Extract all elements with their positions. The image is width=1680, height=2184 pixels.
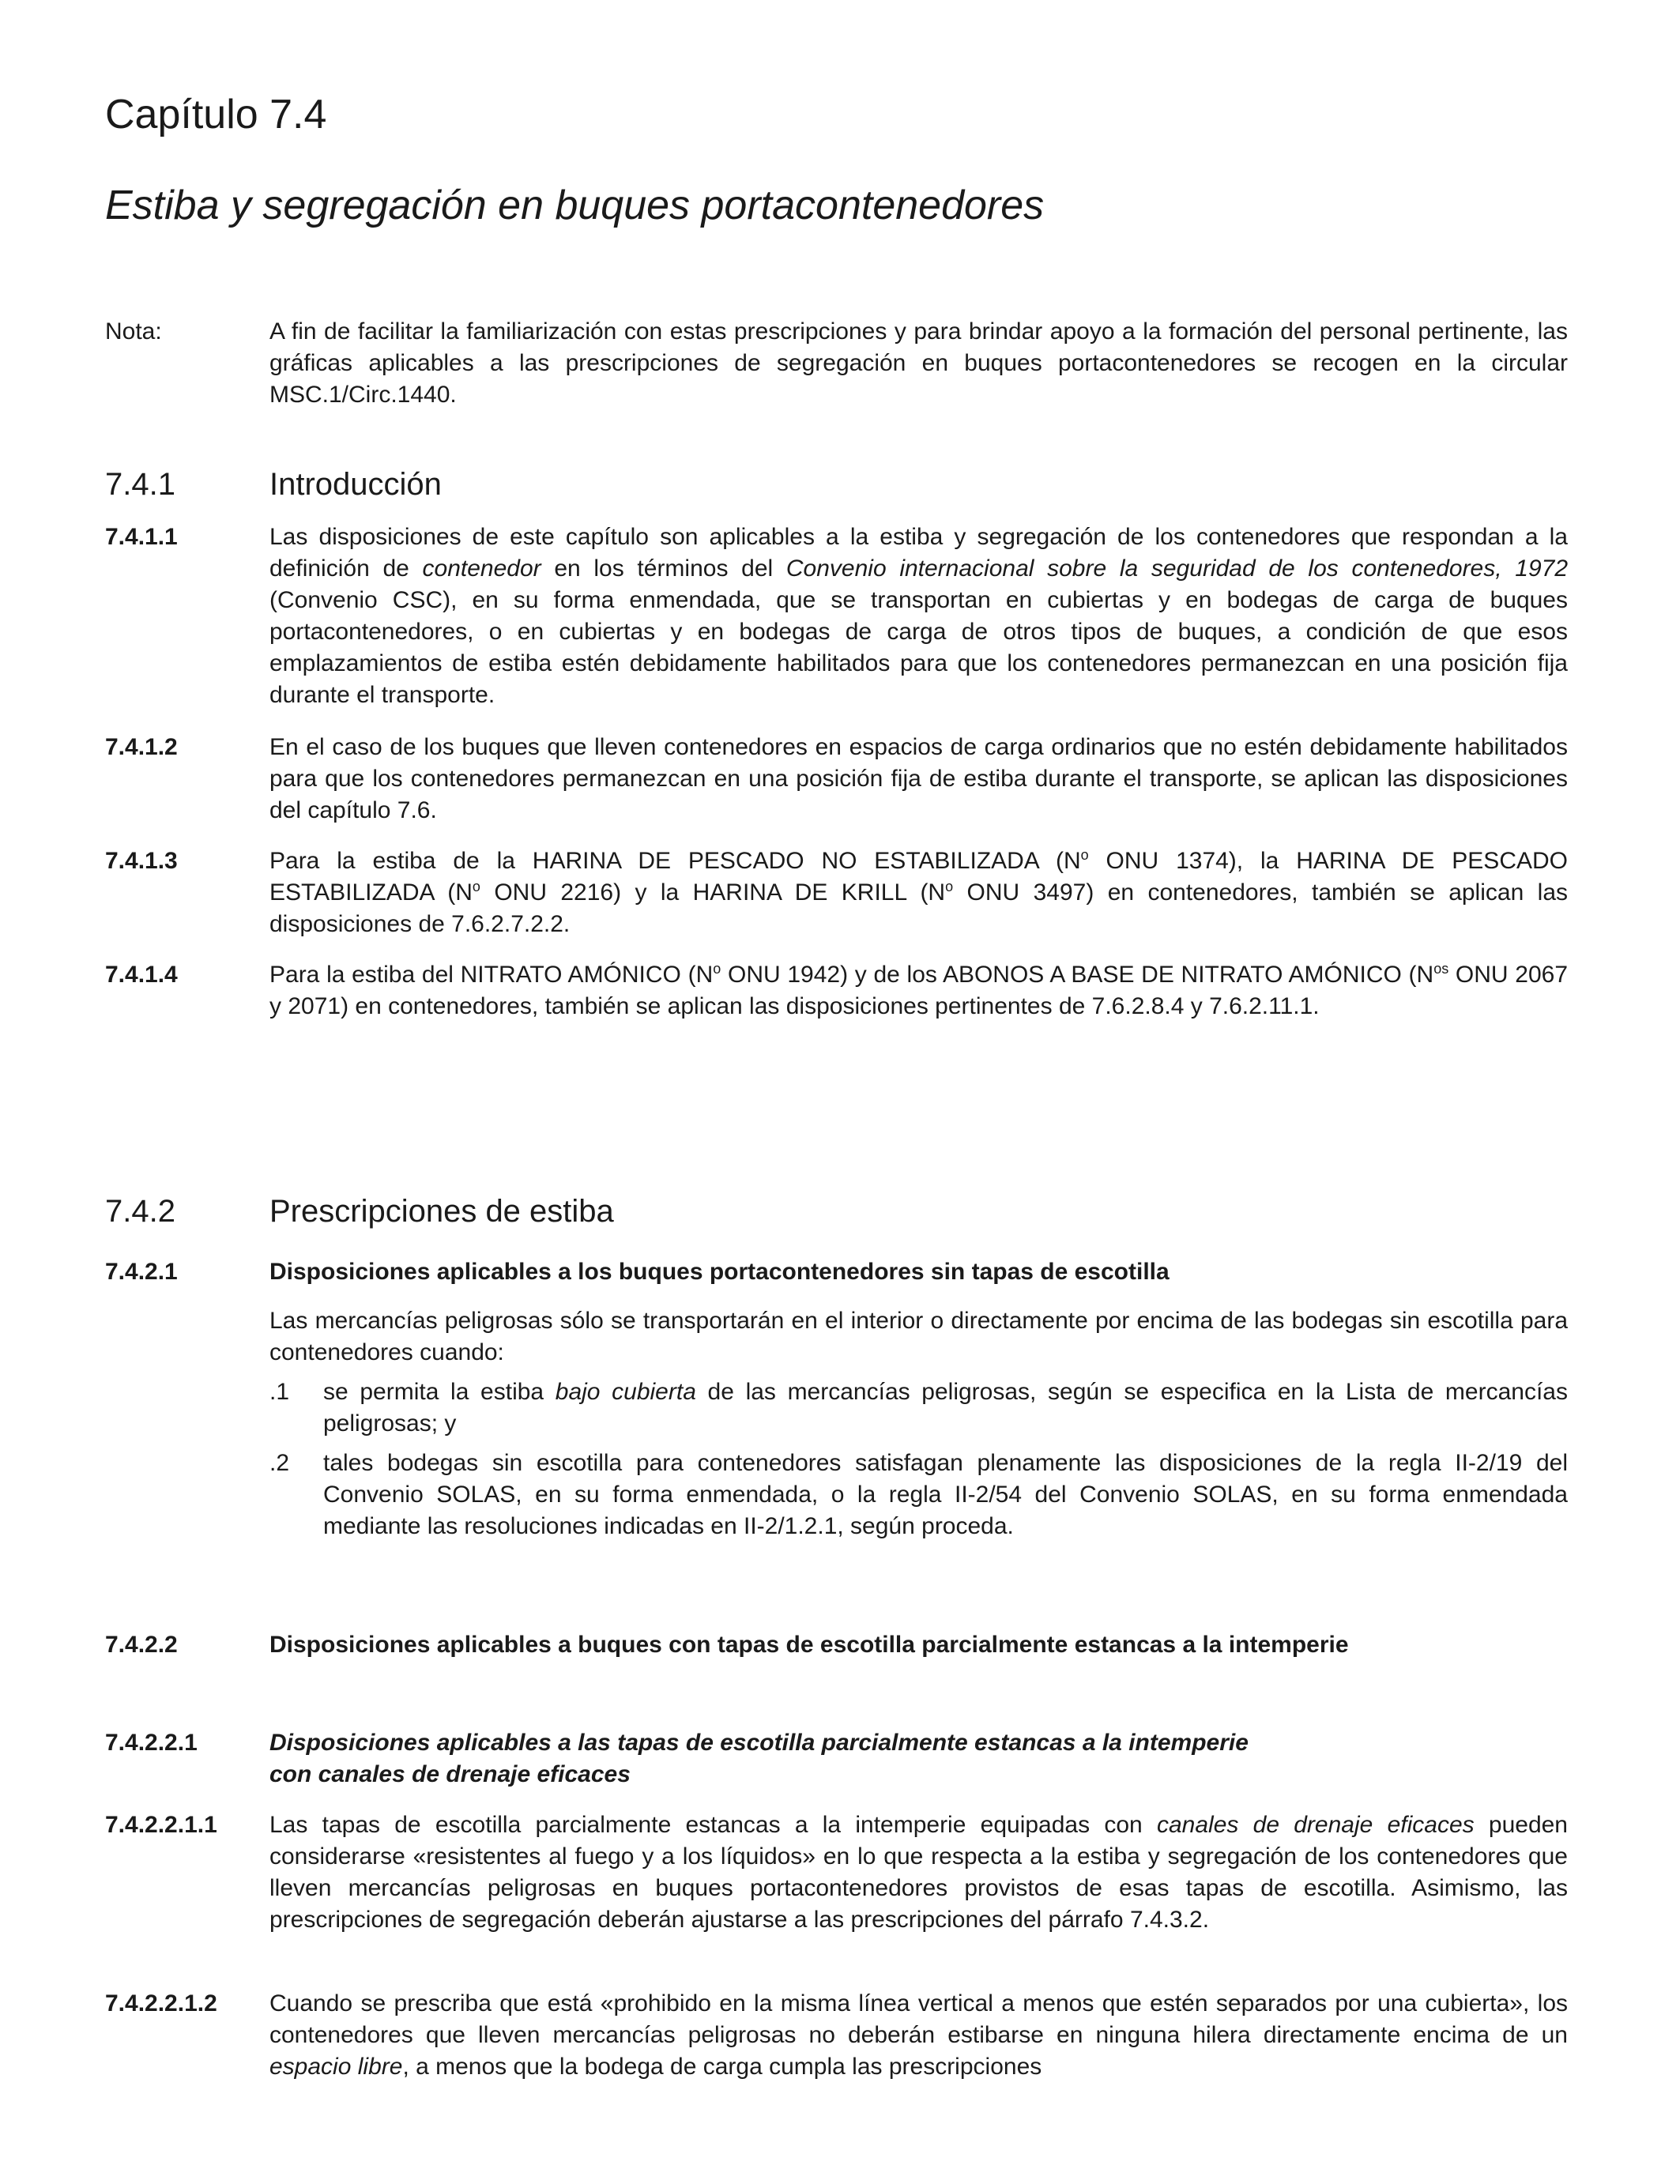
- section-number: 7.4.1: [105, 467, 175, 502]
- paragraph-number: 7.4.2.2.1.1: [105, 1812, 217, 1838]
- note-label: Nota:: [105, 318, 162, 345]
- list-item-text: tales bodegas sin escotilla para contenedores satisfagan plenamente las disposiciones de la regla II-2/19 del Convenio SOLAS, en su forma enmendada, o la regla II-2/54 del Convenio SOLAS, en su forma enmendada mediante las resoluciones indicadas en II-2/1.2.1, según proceda.: [323, 1450, 1568, 1539]
- section-title: Introducción: [269, 467, 442, 502]
- paragraph-number: 7.4.1.1: [105, 524, 178, 550]
- paragraph-content: [269, 1256, 1568, 1542]
- paragraph-title: Disposiciones aplicables a buques con tapas de escotilla parcialmente estancas a la intemperie: [269, 1632, 1349, 1658]
- paragraph-intro: Las mercancías peligrosas sólo se transportarán en el interior o directamente por encima de las bodegas sin escotilla para contenedores cuando:: [269, 1308, 1568, 1365]
- paragraph-number: 7.4.2.2.1.2: [105, 1990, 217, 2016]
- note-text: A fin de facilitar la familiarización con estas prescripciones y para brindar apoyo a la formación del personal pertinente, las gráficas aplicables a las prescripciones de segregación en buques portacontenedores se recogen en la circular MSC.1/Circ.1440.: [269, 318, 1568, 408]
- chapter-title: Capítulo 7.4: [105, 92, 327, 137]
- paragraph-text: Para la estiba de la HARINA DE PESCADO NO ESTABILIZADA ($N^o$ ONU 1374), la HARINA DE PESCADO ESTABILIZADA ($N^o$ ONU 2216) y la HARINA DE KRILL ($N^o$ ONU 3497) en contenedores, también se aplican las disposiciones de 7.6.2.7.2.2.: [269, 847, 1568, 937]
- paragraph-number: 7.4.1.4: [105, 962, 178, 988]
- paragraph-number: 7.4.1.2: [105, 734, 178, 760]
- paragraph-text: Las tapas de escotilla parcialmente estancas a la intemperie equipadas con canales de drenaje eficaces pueden considerarse «resistentes al fuego y a los líquidos» en lo que respecta a la estiba y segregación de los contenedores que lleven mercancías peligrosas en buques portacontenedores provistos de esas tapas de escotilla. Asimismo, las prescripciones de segregación deberán ajustarse a las prescripciones del párrafo 7.4.3.2.: [269, 1812, 1568, 1933]
- paragraph-text: Para la estiba del NITRATO AMÓNICO ($N^o$ ONU 1942) y de los ABONOS A BASE DE NITRATO AMÓNICO ($N^{os}$ ONU 2067 y 2071) en contenedores, también se aplican las disposiciones pertinentes de 7.6.2.8.4 y 7.6.2.11.1.: [269, 961, 1569, 1019]
- paragraph-number: 7.4.2.1: [105, 1259, 178, 1285]
- paragraph-text: En el caso de los buques que lleven contenedores en espacios de carga ordinarios que no estén debidamente habilitados para que los contenedores permanezcan en una posición fija de estiba durante el transporte, se aplican las disposiciones del capítulo 7.6.: [269, 734, 1568, 823]
- list-item: [269, 1376, 1568, 1440]
- list-marker: .2: [269, 1450, 290, 1476]
- paragraph-title: Disposiciones aplicables a las tapas de escotilla parcialmente estancas a la intemperie con canales de drenaje eficaces: [269, 1730, 1249, 1787]
- paragraph-number: 7.4.1.3: [105, 848, 178, 874]
- paragraph-title: Disposiciones aplicables a los buques portacontenedores sin tapas de escotilla: [269, 1259, 1170, 1285]
- chapter-subtitle: Estiba y segregación en buques portacontenedores: [105, 183, 1045, 228]
- section-number: 7.4.2: [105, 1194, 175, 1229]
- list-item: [269, 1448, 1568, 1542]
- list-item-text: se permita la estiba bajo cubierta de las mercancías peligrosas, según se especifica en la Lista de mercancías peligrosas; y: [323, 1379, 1568, 1437]
- paragraph-text: Cuando se prescriba que está «prohibido en la misma línea vertical a menos que estén separados por una cubierta», los contenedores que lleven mercancías peligrosas no deberán estibarse en ninguna hilera directamente encima de un espacio libre, a menos que la bodega de carga cumpla las prescripciones: [269, 1990, 1568, 2080]
- paragraph-number: 7.4.2.2: [105, 1632, 178, 1658]
- paragraph-number: 7.4.2.2.1: [105, 1730, 198, 1756]
- list-marker: .1: [269, 1379, 290, 1405]
- paragraph-text: Las disposiciones de este capítulo son aplicables a la estiba y segregación de los contenedores que respondan a la definición de contenedor en los términos del Convenio internacional sobre la seguridad de los contenedores, 1972 (Convenio CSC), en su forma enmendada, que se transportan en cubiertas y en bodegas de carga de buques portacontenedores, o en cubiertas y en bodegas de carga de otros tipos de buques, a condición de que esos emplazamientos de estiba estén debidamente habilitados para que los contenedores permanezcan en una posición fija durante el transporte.: [269, 524, 1569, 708]
- section-title: Prescripciones de estiba: [269, 1194, 614, 1229]
